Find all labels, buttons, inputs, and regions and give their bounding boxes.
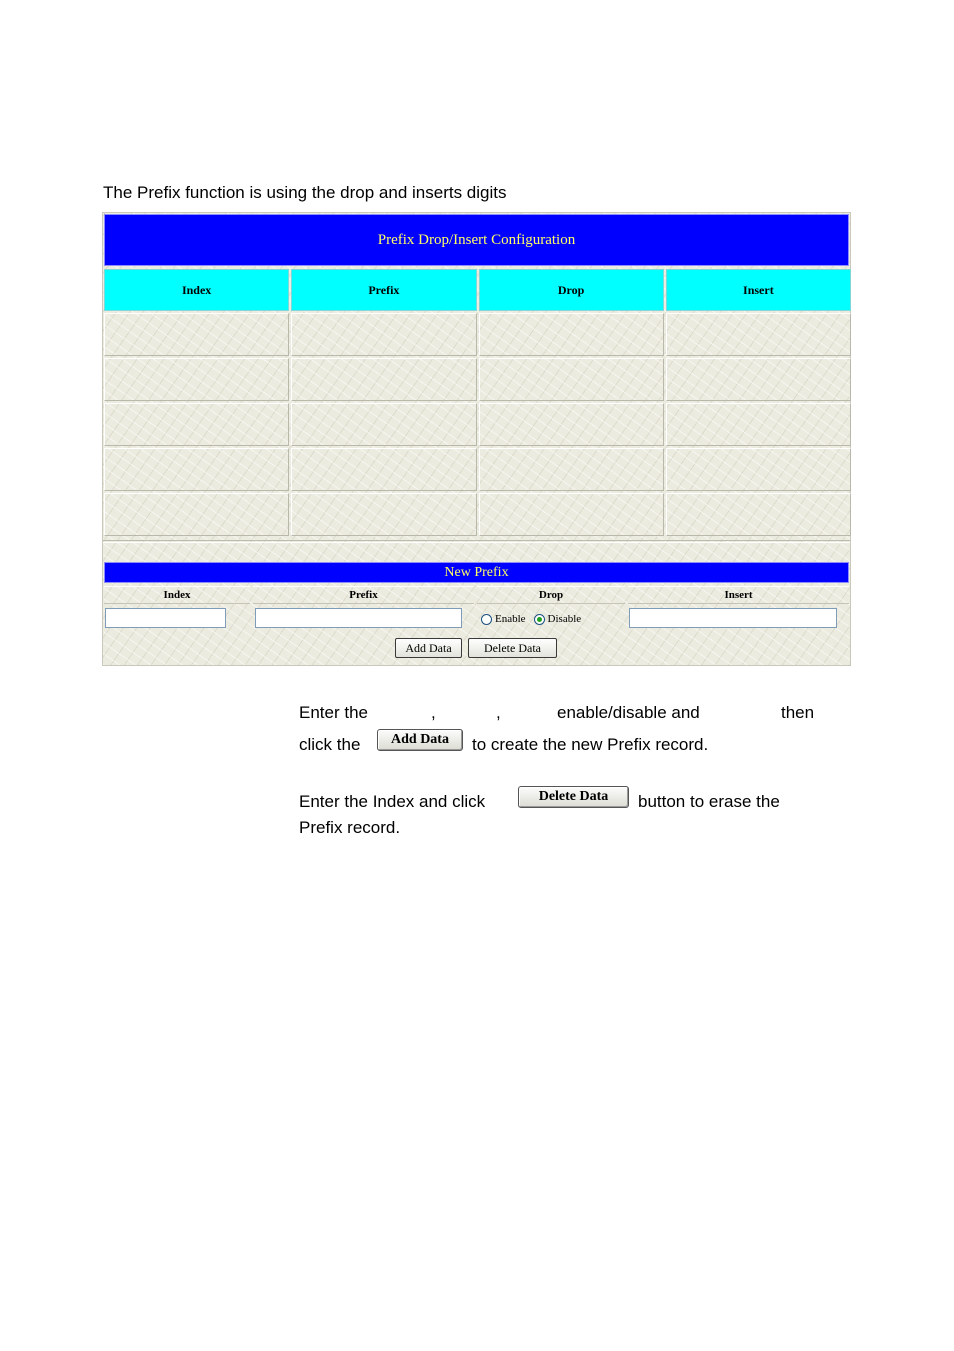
instr-create-text: to create the new Prefix record. bbox=[472, 735, 709, 754]
table-cell bbox=[479, 403, 664, 446]
col-header-drop: Drop bbox=[479, 269, 664, 311]
instr-erase-text: button to erase the bbox=[638, 792, 780, 811]
table-cell bbox=[104, 493, 289, 536]
new-col-header-insert: Insert bbox=[628, 586, 849, 604]
table-cell bbox=[666, 493, 851, 536]
col-header-prefix: Prefix bbox=[291, 269, 476, 311]
drop-enable-radio[interactable] bbox=[481, 614, 492, 625]
table-cell bbox=[479, 313, 664, 356]
config-header-row bbox=[104, 269, 851, 311]
table-cell bbox=[104, 448, 289, 491]
instr-enter-the: Enter the bbox=[299, 703, 368, 722]
table-cell bbox=[666, 358, 851, 401]
table-row bbox=[104, 358, 851, 401]
new-col-header-prefix: Prefix bbox=[253, 586, 474, 604]
inline-delete-data-button: Delete Data bbox=[518, 786, 629, 808]
drop-disable-label: Disable bbox=[547, 613, 582, 625]
new-prefix-title: New Prefix bbox=[104, 562, 849, 583]
table-row bbox=[104, 313, 851, 356]
config-table-body bbox=[104, 313, 851, 538]
prefix-config-panel bbox=[102, 212, 851, 666]
new-col-header-drop: Drop bbox=[477, 586, 625, 604]
instr-comma-2: , bbox=[496, 703, 501, 722]
table-cell bbox=[104, 358, 289, 401]
table-cell bbox=[291, 493, 476, 536]
table-cell bbox=[666, 448, 851, 491]
table-cell bbox=[291, 358, 476, 401]
instr-click-the: click the bbox=[299, 735, 361, 754]
table-cell bbox=[666, 313, 851, 356]
table-cell bbox=[104, 313, 289, 356]
section-divider bbox=[103, 540, 850, 543]
table-cell bbox=[291, 448, 476, 491]
instr-enter-index: Enter the Index and click bbox=[299, 792, 486, 811]
table-cell bbox=[104, 403, 289, 446]
table-row bbox=[104, 403, 851, 446]
drop-enable-label: Enable bbox=[495, 613, 526, 625]
insert-input[interactable] bbox=[629, 608, 837, 628]
instr-enable-disable: enable/disable and bbox=[557, 703, 700, 722]
instr-prefix-record: Prefix record. bbox=[299, 818, 401, 837]
col-header-index: Index bbox=[104, 269, 289, 311]
delete-data-button[interactable]: Delete Data bbox=[468, 638, 557, 658]
index-input[interactable] bbox=[105, 608, 226, 628]
table-row bbox=[104, 493, 851, 536]
table-cell bbox=[291, 403, 476, 446]
inline-add-data-button: Add Data bbox=[377, 729, 463, 751]
drop-radio-group bbox=[481, 611, 589, 627]
instr-then: then bbox=[781, 703, 815, 722]
add-data-button[interactable]: Add Data bbox=[395, 638, 462, 658]
table-row bbox=[104, 448, 851, 491]
config-title: Prefix Drop/Insert Configuration bbox=[104, 214, 849, 266]
drop-disable-radio[interactable] bbox=[534, 614, 545, 625]
intro-text: The Prefix function is using the drop and inserts digits bbox=[103, 183, 507, 202]
table-cell bbox=[479, 493, 664, 536]
table-cell bbox=[479, 448, 664, 491]
table-cell bbox=[291, 313, 476, 356]
col-header-insert: Insert bbox=[666, 269, 851, 311]
instr-comma-1: , bbox=[431, 703, 436, 722]
table-cell bbox=[479, 358, 664, 401]
table-cell bbox=[666, 403, 851, 446]
new-col-header-index: Index bbox=[104, 586, 250, 604]
prefix-input[interactable] bbox=[255, 608, 462, 628]
